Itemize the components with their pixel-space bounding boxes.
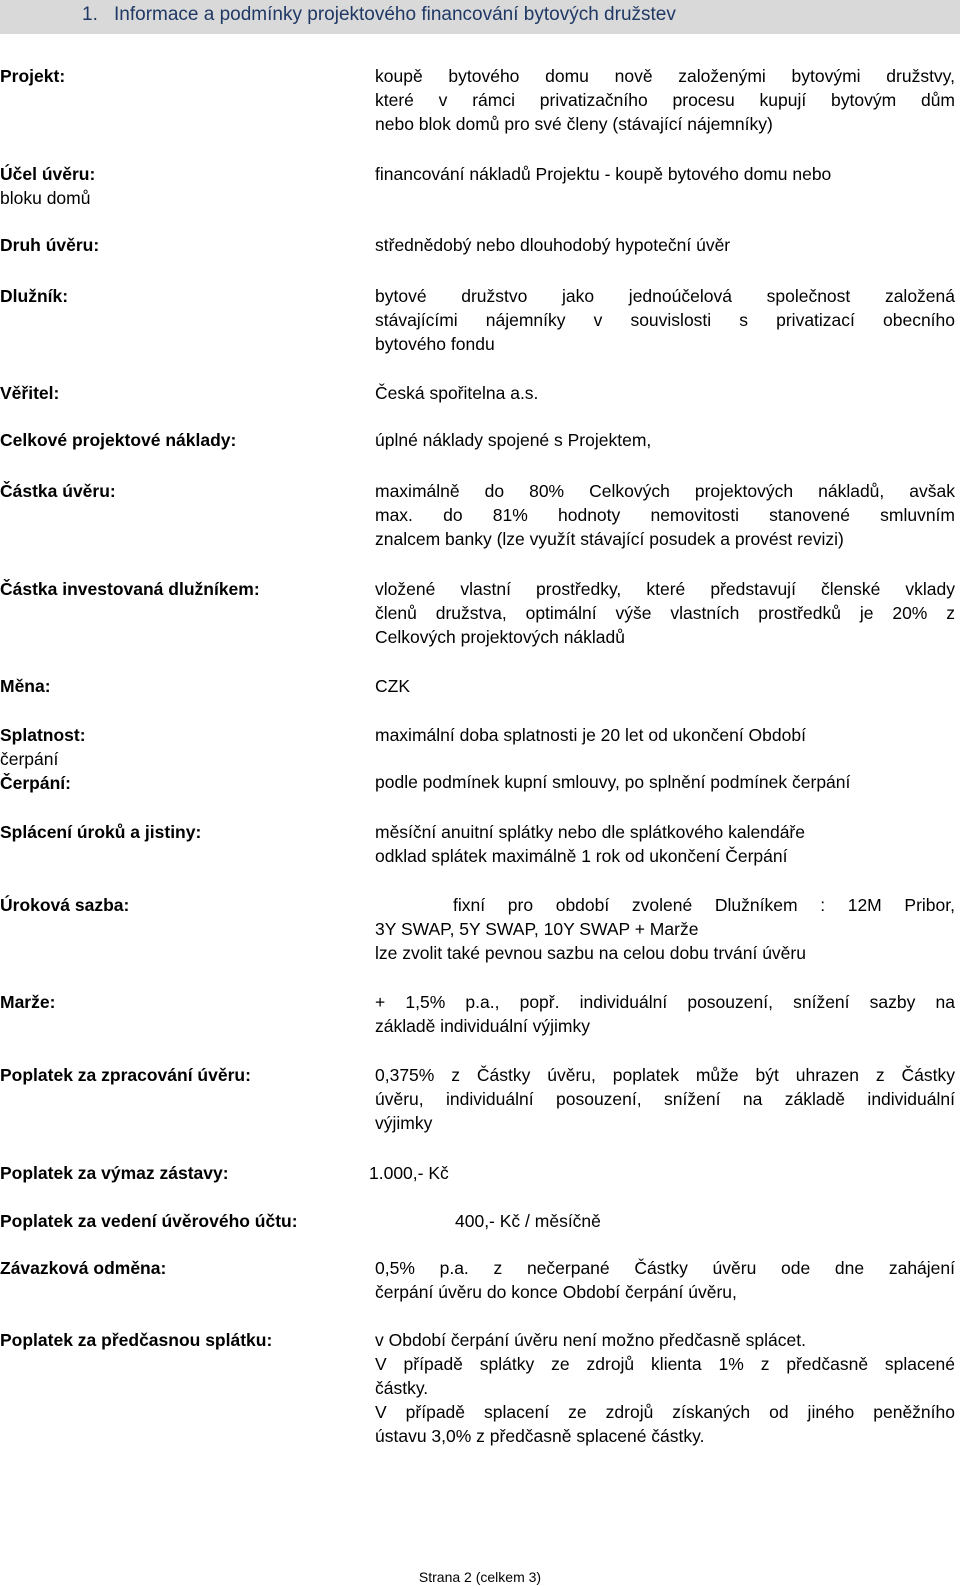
label-mena: Měna:: [0, 676, 51, 696]
section-heading: [0, 0, 960, 34]
value-line: vložené vlastní prostředky, které představují členské vklady: [375, 579, 955, 599]
label-urokova-sazba: Úroková sazba:: [0, 895, 130, 915]
value-line: koupě bytového domu nově založenými bytovými družstvy,: [375, 66, 955, 86]
label-dluznik: Dlužník:: [0, 286, 69, 306]
section-title: Informace a podmínky projektového financování bytových družstev: [114, 4, 676, 25]
label-poplatek-vedeni: Poplatek za vedení úvěrového účtu:: [0, 1211, 298, 1231]
value-celkove-naklady: [375, 428, 955, 452]
value-poplatek-vedeni: [455, 1209, 855, 1233]
label-zavazkova-odmena: Závazková odměna:: [0, 1258, 167, 1278]
value-line: fixní pro období zvolené Dlužníkem : 12M Pribor,: [453, 895, 955, 915]
value-line: v Období čerpání úvěru není možno předčasně splácet.: [375, 1330, 806, 1350]
value-line: stávajícími nájemníky v souvislosti s privatizací obecního: [375, 310, 955, 330]
value-dluznik: [375, 284, 955, 356]
value-line: částky.: [375, 1378, 429, 1398]
label-splaceni: Splácení úroků a jistiny:: [0, 822, 202, 842]
label-castka-uveru: Částka úvěru:: [0, 481, 116, 501]
label-text: Splatnost:: [0, 725, 86, 745]
value-castka-investovana: [375, 577, 955, 649]
value-projekt: [375, 64, 955, 136]
section-number: 1.: [82, 4, 98, 25]
value-line: 0,375% z Částky úvěru, poplatek může být uhrazen z Částky: [375, 1065, 955, 1085]
value-line: měsíční anuitní splátky nebo dle splátkového kalendáře: [375, 822, 805, 842]
value-splaceni: [375, 820, 955, 868]
value-line: úvěru, individuální posouzení, snížení na základě individuální: [375, 1089, 955, 1109]
value-mena: [375, 674, 955, 698]
value-line: 3Y SWAP, 5Y SWAP, 10Y SWAP + Marže: [375, 919, 699, 939]
value-veritel: [375, 381, 955, 405]
label-celkove-naklady: Celkové projektové náklady:: [0, 430, 237, 450]
label-poplatek-vymaz: Poplatek za výmaz zástavy:: [0, 1163, 229, 1183]
label-projekt: Projekt:: [0, 66, 66, 86]
value-splatnost: [375, 723, 955, 747]
value-line: 1.000,- Kč: [369, 1163, 449, 1183]
value-ucel-uveru: [375, 162, 955, 186]
label-continuation: bloku domů: [0, 188, 91, 208]
label-continuation: čerpání: [0, 749, 59, 769]
value-line: CZK: [375, 676, 410, 696]
value-line: bytové družstvo jako jednoúčelová společnost založená: [375, 286, 955, 306]
value-poplatek-predcasna: [375, 1328, 955, 1448]
value-marze: [375, 990, 955, 1038]
label-splatnost: [0, 723, 86, 795]
value-poplatek-zpracovani: [375, 1063, 955, 1135]
value-line: výjimky: [375, 1113, 433, 1133]
label-castka-investovana: Částka investovaná dlužníkem:: [0, 579, 260, 599]
value-line: Celkových projektových nákladů: [375, 627, 625, 647]
label-poplatek-zpracovani: Poplatek za zpracování úvěru:: [0, 1065, 251, 1085]
value-line: 0,5% p.a. z nečerpané Částky úvěru ode dne zahájení: [375, 1258, 955, 1278]
label-poplatek-predcasna: Poplatek za předčasnou splátku:: [0, 1330, 273, 1350]
value-line: ústavu 3,0% z předčasně splacené částky.: [375, 1426, 705, 1446]
value-line: maximální doba splatnosti je 20 let od ukončení Období: [375, 725, 806, 745]
value-line: maximálně do 80% Celkových projektových nákladů, avšak: [375, 481, 955, 501]
value-line: max. do 81% hodnoty nemovitosti stanovené smluvním: [375, 505, 955, 525]
value-line: financování nákladů Projektu - koupě bytového domu nebo: [375, 164, 832, 184]
value-castka-uveru: [375, 479, 955, 551]
value-line: čerpání úvěru do konce Období čerpání úvěru,: [375, 1282, 737, 1302]
value-line: střednědobý nebo dlouhodobý hypoteční úvěr: [375, 235, 731, 255]
value-line: členů družstva, optimální výše vlastních prostředků je 20% z: [375, 603, 955, 623]
value-cerpani: [375, 770, 955, 794]
label-ucel-uveru: [0, 162, 95, 210]
label-cerpani: Čerpání:: [0, 773, 71, 793]
value-line: podle podmínek kupní smlouvy, po splnění podmínek čerpání: [375, 772, 851, 792]
value-line: úplné náklady spojené s Projektem,: [375, 430, 652, 450]
value-zavazkova-odmena: [375, 1256, 955, 1304]
label-veritel: Věřitel:: [0, 383, 60, 403]
value-line: které v rámci privatizačního procesu kupují bytovým dům: [375, 90, 955, 110]
value-druh-uveru: [375, 233, 955, 257]
label-druh-uveru: Druh úvěru:: [0, 235, 100, 255]
value-urokova-sazba: [375, 893, 955, 965]
value-line: lze zvolit také pevnou sazbu na celou dobu trvání úvěru: [375, 943, 806, 963]
value-line: znalcem banky (lze využít stávající posudek a provést revizi): [375, 529, 844, 549]
value-line: + 1,5% p.a., popř. individuální posouzení, snížení sazby na: [375, 992, 955, 1012]
value-line: základě individuální výjimky: [375, 1016, 590, 1036]
value-line: Česká spořitelna a.s.: [375, 383, 539, 403]
page-footer: Strana 2 (celkem 3): [418, 1569, 542, 1585]
label-text: Účel úvěru:: [0, 164, 96, 184]
value-line: bytového fondu: [375, 334, 495, 354]
value-line: nebo blok domů pro své členy (stávající nájemníky): [375, 114, 773, 134]
value-poplatek-vymaz: [369, 1161, 949, 1185]
value-line: V případě splátky ze zdrojů klienta 1% z předčasně splacené: [375, 1354, 955, 1374]
value-line: V případě splacení ze zdrojů získaných od jiného peněžního: [375, 1402, 955, 1422]
value-line: 400,- Kč / měsíčně: [455, 1211, 601, 1231]
label-marze: Marže:: [0, 992, 56, 1012]
value-line: odklad splátek maximálně 1 rok od ukončení Čerpání: [375, 846, 788, 866]
